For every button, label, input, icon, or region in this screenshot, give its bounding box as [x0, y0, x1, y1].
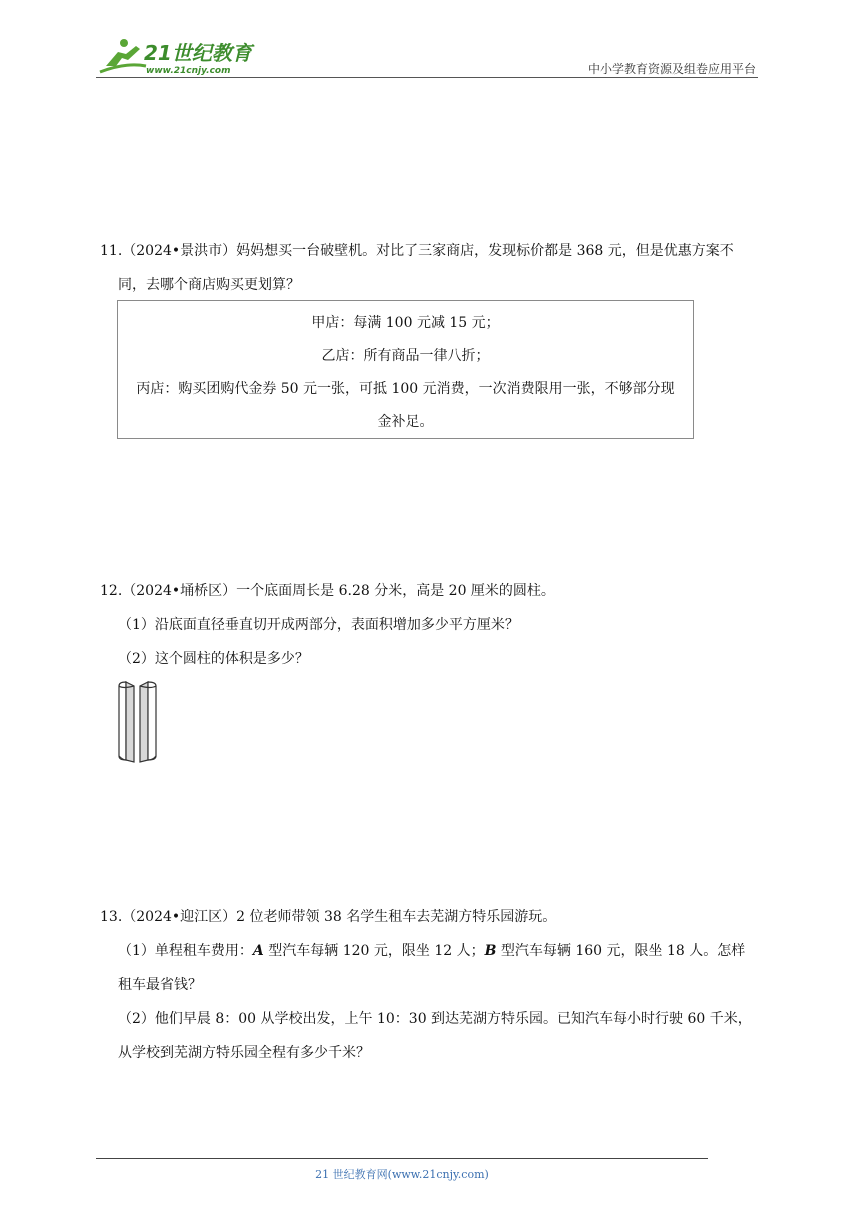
q11-stem-line1: 11.（2024•景洪市）妈妈想买一台破壁机。对比了三家商店，发现标价都是 368 元，但是优惠方案不	[100, 243, 734, 259]
question-11	[100, 234, 768, 302]
header-divider	[96, 77, 758, 78]
q12-sub1: （1）沿底面直径垂直切开成两部分，表面积增加多少平方厘米？	[118, 617, 519, 633]
shop-c-offer-line1: 丙店：购买团购代金券 50 元一张，可抵 100 元消费，一次消费限用一张，不够部分现	[136, 381, 675, 397]
q13-sub1-part-b: 型汽车每辆 120 元，限坐 12 人；	[263, 943, 485, 959]
runner-icon	[100, 39, 146, 72]
logo-21cnjy	[96, 36, 266, 78]
q13-sub1-part-a: （1）单程租车费用：	[118, 943, 253, 959]
cut-cylinder-figure	[115, 680, 163, 764]
question-12	[100, 574, 768, 676]
footer-link[interactable]: 21 世纪教育网(www.21cnjy.com)	[315, 1168, 489, 1181]
q13-sub1-line2: 租车最省钱？	[118, 977, 202, 993]
var-a: A	[252, 943, 264, 959]
shop-b-offer: 乙店：所有商品一律八折；	[321, 348, 490, 364]
question-13	[100, 900, 768, 1070]
q12-stem: 12.（2024•埇桥区）一个底面周长是 6.28 分米，高是 20 厘米的圆柱。	[100, 583, 555, 599]
footer-divider	[96, 1158, 708, 1159]
q13-stem: 13.（2024•迎江区）2 位老师带领 38 名学生租车去芜湖方特乐园游玩。	[100, 909, 557, 925]
q11-stem-line2: 同，去哪个商店购买更划算？	[118, 277, 300, 293]
shop-c-offer-line2: 金补足。	[377, 414, 434, 430]
logo-text: 21世纪教育	[144, 41, 252, 65]
q13-sub1-part-c: 型汽车每辆 160 元，限坐 18 人。怎样	[496, 943, 746, 959]
logo-url: www.21cnjy.com	[146, 66, 231, 76]
var-b: B	[484, 943, 497, 959]
q13-sub2-line1: （2）他们早晨 8：00 从学校出发，上午 10：30 到达芜湖方特乐园。已知汽车每小时行驶 60 千米，	[118, 1011, 752, 1027]
discount-table	[117, 300, 694, 439]
q13-sub1-line1	[100, 934, 768, 968]
q12-sub2: （2）这个圆柱的体积是多少？	[118, 651, 309, 667]
q13-sub2-line2: 从学校到芜湖方特乐园全程有多少千米？	[118, 1045, 370, 1061]
platform-title: 中小学教育资源及组卷应用平台	[587, 62, 756, 76]
shop-a-offer: 甲店：每满 100 元减 15 元；	[311, 315, 500, 331]
